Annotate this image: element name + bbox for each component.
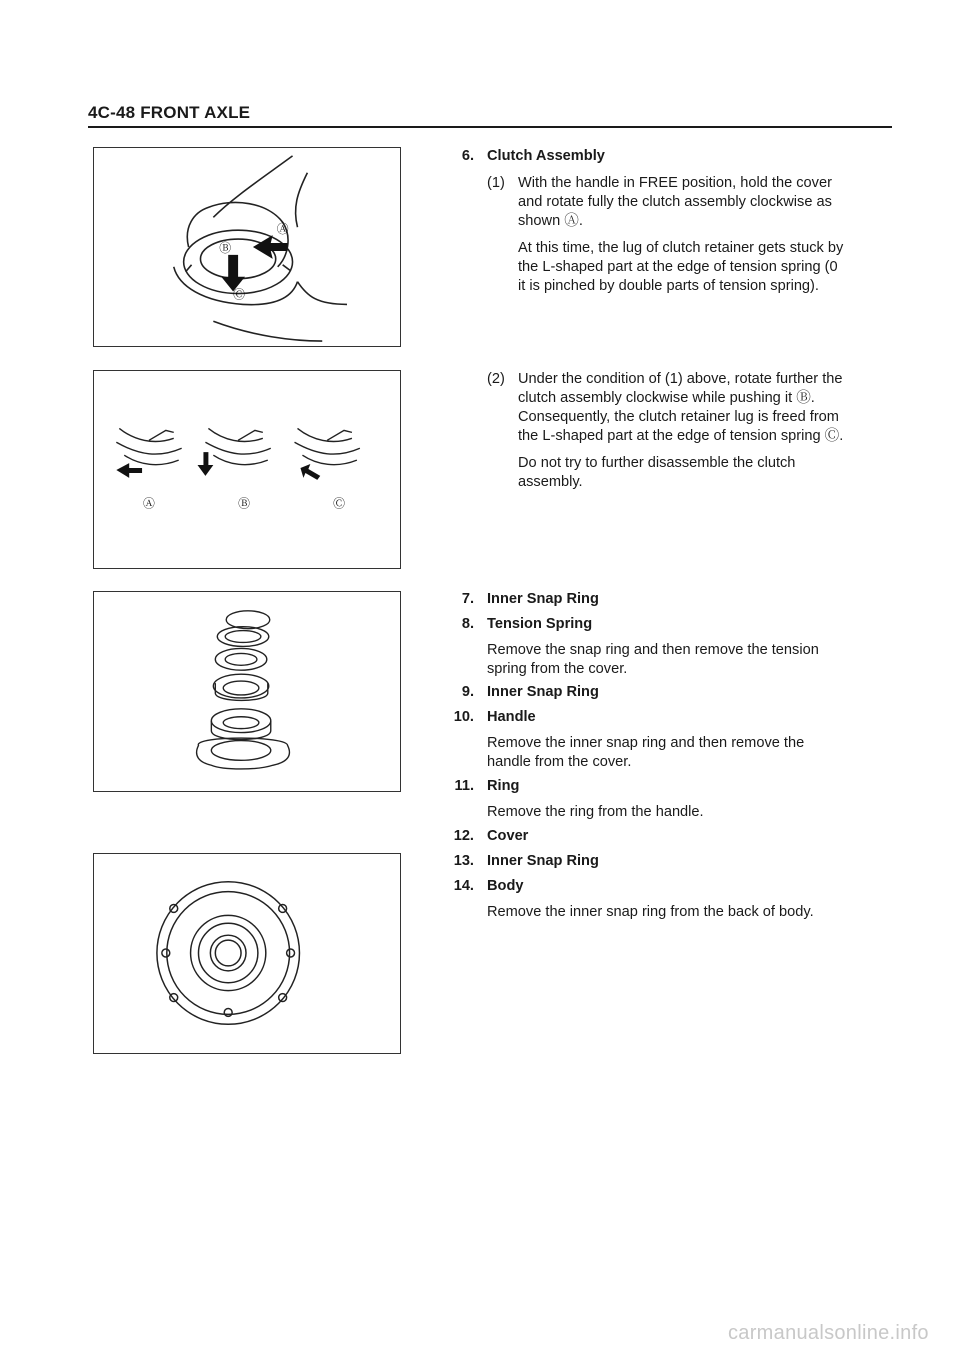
text-line: Under the condition of (1) above, rotate further the [518,371,843,387]
step-title: Inner Snap Ring [487,684,599,700]
step-number: 11. [454,778,474,794]
fig2-label-c: Ⓒ [333,496,346,511]
step-title: Ring [487,778,520,794]
arrow-a-icon [116,463,142,478]
step-title: Handle [487,709,536,725]
text-line: the L-shaped part at the edge of tension spring (0 [518,259,838,275]
body-top-illustration [94,854,400,1053]
text-line: and rotate fully the clutch assembly clockwise as [518,194,832,210]
exploded-stack-illustration [94,592,400,791]
step-title: Inner Snap Ring [487,591,599,607]
fig2-label-a: Ⓐ [143,496,155,511]
substep-number: (2) [487,371,505,387]
text-line: Do not try to further disassemble the clutch [518,455,796,471]
removal-steps-section [440,590,910,930]
fig1-label-c: Ⓒ [233,287,246,302]
step-number: 7. [461,591,474,607]
text-line: the L-shaped part at the edge of tension spring Ⓒ. [518,428,844,444]
clutch-rotate-illustration [94,148,400,346]
step-number: 13. [453,853,474,869]
arrow-b-icon [198,452,214,476]
step-number: 10. [453,709,474,725]
text-line: Remove the ring from the handle. [487,804,704,820]
step-title: Inner Snap Ring [487,853,599,869]
substep-number: (1) [487,175,505,191]
text-line: it is pinched by double parts of tension spring). [518,278,819,294]
header-rule [88,126,892,128]
step-title: Tension Spring [487,616,593,632]
figure-body-top [93,853,401,1054]
figure-exploded-stack [93,591,401,792]
step-title: Body [487,878,524,894]
text-line: handle from the cover. [487,754,632,770]
arrow-c-icon [300,464,320,480]
spring-details-illustration [94,371,400,568]
step-number: 12. [453,828,474,844]
step-title: Clutch Assembly [487,148,605,164]
figure-clutch-rotate [93,147,401,347]
step-title: Cover [487,828,529,844]
step-number: 6. [461,148,474,164]
fig2-label-b: Ⓑ [238,496,250,511]
text-line: spring from the cover. [487,661,628,677]
arrow-a-icon [253,235,288,259]
step-number: 14. [453,878,474,894]
text-line: Consequently, the clutch retainer lug is freed from [518,409,839,425]
text-line: clutch assembly clockwise while pushing it Ⓑ. [518,390,815,406]
watermark: carmanualsonline.info [728,1322,929,1344]
fig1-label-b: Ⓑ [219,240,232,255]
step-number: 8. [461,616,474,632]
figure-spring-details [93,370,401,569]
text-line: Remove the inner snap ring from the back of body. [487,904,814,920]
text-line: Remove the snap ring and then remove the tension [487,642,819,658]
page-header: 4C-48 FRONT AXLE [88,103,251,122]
text-line: With the handle in FREE position, hold the cover [518,175,832,191]
text-line: shown Ⓐ. [518,213,583,229]
text-line: assembly. [518,474,583,490]
fig1-label-a: Ⓐ [276,222,289,237]
text-line: At this time, the lug of clutch retainer gets stuck by [518,240,844,256]
step-number: 9. [461,684,474,700]
text-line: Remove the inner snap ring and then remove the [487,735,805,751]
arrow-b-icon [221,255,245,292]
